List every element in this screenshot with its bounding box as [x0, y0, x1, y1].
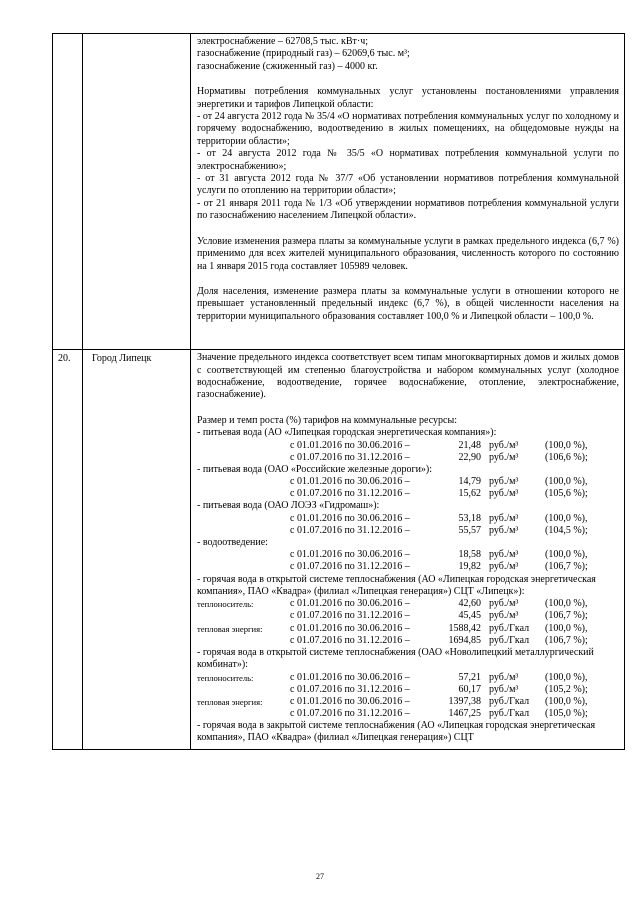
tariff-percent: (105,2 %); — [545, 683, 588, 695]
tariff-period: с 01.07.2016 по 31.12.2016 – — [290, 634, 410, 646]
tariff-label — [197, 525, 290, 537]
row-number: 20. — [53, 350, 83, 750]
tariff-section-title: - питьевая вода (ОАО «Российские железные дороги»): — [197, 463, 433, 475]
normatives-paragraph: Нормативы потребления коммунальных услуг установлены постановлениями управления энергетики и тарифов Липецкой области: — [197, 86, 619, 110]
page-number: 27 — [316, 872, 324, 881]
tariff-value: 53,18 — [458, 512, 481, 524]
tariff-percent: (100,0 %), — [545, 695, 588, 707]
tariff-percent: (100,0 %), — [545, 598, 588, 610]
tariff-row — [197, 610, 619, 622]
content-cell — [191, 350, 625, 750]
tariff-heading: Размер и темп роста (%) тарифов на коммунальные ресурсы: — [197, 414, 457, 426]
tariff-label: теплоноситель: — [197, 672, 254, 683]
municipality-cell — [83, 34, 191, 350]
tariff-value: 1467,25 — [448, 707, 481, 719]
tariff-label — [197, 513, 290, 525]
tariff-label — [197, 476, 290, 488]
tariff-row — [197, 561, 619, 573]
tariff-label — [197, 635, 290, 647]
tariff-value: 22,90 — [458, 451, 481, 463]
normative-item: - от 24 августа 2012 года № 35/5 «О нормативах потребления коммунальной услуги по электроснабжению»; — [197, 148, 619, 172]
tariff-row — [197, 672, 619, 684]
tariff-unit: руб./Гкал — [489, 622, 530, 634]
tariff-row — [197, 684, 619, 696]
tariff-value: 45,45 — [458, 610, 481, 622]
data-table — [52, 33, 625, 750]
tariff-row — [197, 549, 619, 561]
tariff-value: 57,21 — [458, 671, 481, 683]
normative-item: - от 21 января 2011 года № 1/3 «Об утверждении нормативов потребления коммунальной услуги по газоснабжению населением Липецкой области». — [197, 197, 619, 222]
row-number-cell — [53, 34, 83, 350]
normative-item: - от 24 августа 2012 года № 35/4 «О нормативах потребления коммунальных услуг по холодному и горячему водоснабжению, водоотведению в жилых помещениях, на общедомовые нужды на территории области»; — [197, 111, 619, 147]
tariff-unit: руб./м³ — [489, 683, 519, 695]
tariff-percent: (105,6 %); — [545, 488, 588, 500]
tariff-value: 60,17 — [458, 683, 481, 695]
municipality-name: Город Липецк — [83, 350, 191, 750]
tariff-label: теплоноситель: — [197, 599, 254, 610]
tariff-period: с 01.01.2016 по 30.06.2016 – — [290, 671, 410, 683]
tariff-unit: руб./Гкал — [489, 695, 530, 707]
tariff-section-title: - горячая вода в открытой системе теплоснабжения (ОАО «Новолипецкий металлургический комбинат»): — [197, 646, 594, 671]
tariff-period: с 01.07.2016 по 31.12.2016 – — [290, 488, 410, 500]
tariff-row — [197, 476, 619, 488]
tariff-period: с 01.01.2016 по 30.06.2016 – — [290, 695, 410, 707]
tariff-percent: (106,7 %); — [545, 610, 588, 622]
tariff-label — [197, 549, 290, 561]
tariff-period: с 01.07.2016 по 31.12.2016 – — [290, 610, 410, 622]
tariff-row — [197, 635, 619, 647]
tariff-unit: руб./м³ — [489, 561, 519, 573]
tariff-period: с 01.01.2016 по 30.06.2016 – — [290, 439, 410, 451]
consumption-line: газоснабжение (сжиженный газ) – 4000 кг. — [197, 60, 378, 72]
tariff-row — [197, 708, 619, 720]
tariff-label: тепловая энергия: — [197, 696, 263, 707]
tariff-label — [197, 440, 290, 452]
tariff-period: с 01.07.2016 по 31.12.2016 – — [290, 524, 410, 536]
tariff-percent: (100,0 %), — [545, 622, 588, 634]
index-paragraph: Значение предельного индекса соответствует всем типам многоквартирных домов и жилых домов с соответствующей им степенью благоустройства и набором коммунальных услуг (холодное водоснабжение, водоотведение, горячее водоснабжение, отопление, электроснабжение, газоснабжение). — [197, 352, 619, 401]
tariff-value: 21,48 — [458, 439, 481, 451]
tariff-period: с 01.01.2016 по 30.06.2016 – — [290, 598, 410, 610]
tariff-section-title: - горячая вода в открытой системе теплоснабжения (АО «Липецкая городская энергетическая компания», ПАО «Квадра» (филиал «Липецкая генерация») СЦТ «Липецк»): — [197, 573, 596, 597]
tariff-unit: руб./м³ — [489, 549, 519, 561]
tariff-period: с 01.01.2016 по 30.06.2016 – — [290, 549, 410, 561]
tariff-value: 18,58 — [458, 549, 481, 561]
tariff-period: с 01.07.2016 по 31.12.2016 – — [290, 451, 410, 463]
tariff-value: 15,62 — [458, 488, 481, 500]
tariff-row — [197, 440, 619, 452]
tariff-unit: руб./м³ — [489, 671, 519, 683]
tariff-unit: руб./м³ — [489, 439, 519, 451]
tariff-label — [197, 488, 290, 500]
tariff-row — [197, 452, 619, 464]
tariff-row — [197, 525, 619, 537]
tariff-percent: (100,0 %), — [545, 671, 588, 683]
tariff-percent: (104,5 %); — [545, 524, 588, 536]
trailing-text: - горячая вода в закрытой системе теплоснабжения (АО «Липецкая городская энергетическая компания», ПАО «Квадра» (филиал «Липецкая генерация») СЦТ — [197, 719, 596, 744]
tariff-label — [197, 610, 290, 622]
tariff-label — [197, 561, 290, 573]
tariff-label: тепловая энергия: — [197, 623, 263, 634]
tariff-percent: (100,0 %), — [545, 439, 588, 451]
tariff-percent: (100,0 %), — [545, 476, 588, 488]
tariff-unit: руб./м³ — [489, 488, 519, 500]
tariff-row — [197, 623, 619, 635]
tariff-row — [197, 598, 619, 610]
tariff-value: 1397,38 — [448, 695, 481, 707]
tariff-percent: (106,6 %); — [545, 451, 588, 463]
tariff-value: 19,82 — [458, 561, 481, 573]
tariff-unit: руб./Гкал — [489, 634, 530, 646]
tariff-sections — [197, 427, 619, 720]
tariff-period: с 01.07.2016 по 31.12.2016 – — [290, 561, 410, 573]
tariff-percent: (105,0 %); — [545, 707, 588, 719]
tariff-label — [197, 684, 290, 696]
consumption-line: электроснабжение – 62708,5 тыс. кВт·ч; — [197, 36, 368, 47]
table-row — [53, 34, 625, 350]
content-cell — [191, 34, 625, 350]
tariff-value: 1588,42 — [448, 622, 481, 634]
tariff-period: с 01.01.2016 по 30.06.2016 – — [290, 512, 410, 524]
tariff-unit: руб./м³ — [489, 598, 519, 610]
tariff-unit: руб./м³ — [489, 512, 519, 524]
tariff-label — [197, 452, 290, 464]
tariff-row — [197, 488, 619, 500]
tariff-value: 55,57 — [458, 524, 481, 536]
tariff-unit: руб./м³ — [489, 476, 519, 488]
normative-item: - от 31 августа 2012 года № 37/7 «Об установлении нормативов потребления коммунальной услуги по отоплению на территории области»; — [197, 173, 619, 197]
consumption-line: газоснабжение (природный газ) – 62069,6 тыс. м³; — [197, 48, 410, 60]
tariff-unit: руб./м³ — [489, 451, 519, 463]
tariff-label — [197, 708, 290, 720]
tariff-section-title: - питьевая вода (АО «Липецкая городская энергетическая компания»): — [197, 427, 497, 439]
tariff-percent: (100,0 %), — [545, 549, 588, 561]
table-row — [53, 350, 625, 750]
tariff-value: 42,60 — [458, 598, 481, 610]
tariff-percent: (106,7 %); — [545, 561, 588, 573]
tariff-period: с 01.07.2016 по 31.12.2016 – — [290, 683, 410, 695]
tariff-value: 14,79 — [458, 476, 481, 488]
tariff-percent: (106,7 %); — [545, 634, 588, 646]
tariff-period: с 01.01.2016 по 30.06.2016 – — [290, 622, 410, 634]
tariff-percent: (100,0 %), — [545, 512, 588, 524]
tariff-row — [197, 696, 619, 708]
tariff-unit: руб./м³ — [489, 610, 519, 622]
condition-paragraph: Условие изменения размера платы за коммунальные услуги в рамках предельного индекса (6,7 %) применимо для всех жителей муниципального образования, численность которого по состоянию на 1 января 2015 года составляет 105989 человек. — [197, 235, 619, 272]
tariff-section-title: - водоотведение: — [197, 536, 268, 548]
tariff-value: 1694,85 — [448, 634, 481, 646]
tariff-period: с 01.07.2016 по 31.12.2016 – — [290, 707, 410, 719]
tariff-section-title: - питьевая вода (ОАО ЛОЭЗ «Гидромаш»): — [197, 500, 380, 512]
tariff-unit: руб./Гкал — [489, 707, 530, 719]
population-share-paragraph: Доля населения, изменение размера платы за коммунальные услуги в отношении которого не превышает установленный предельный индекс (6,7 %), в общей численности населения на территории муниципального образования составляет 100,0 % и Липецкой области – 100,0 %. — [197, 285, 619, 322]
tariff-period: с 01.01.2016 по 30.06.2016 – — [290, 476, 410, 488]
tariff-unit: руб./м³ — [489, 524, 519, 536]
tariff-row — [197, 513, 619, 525]
